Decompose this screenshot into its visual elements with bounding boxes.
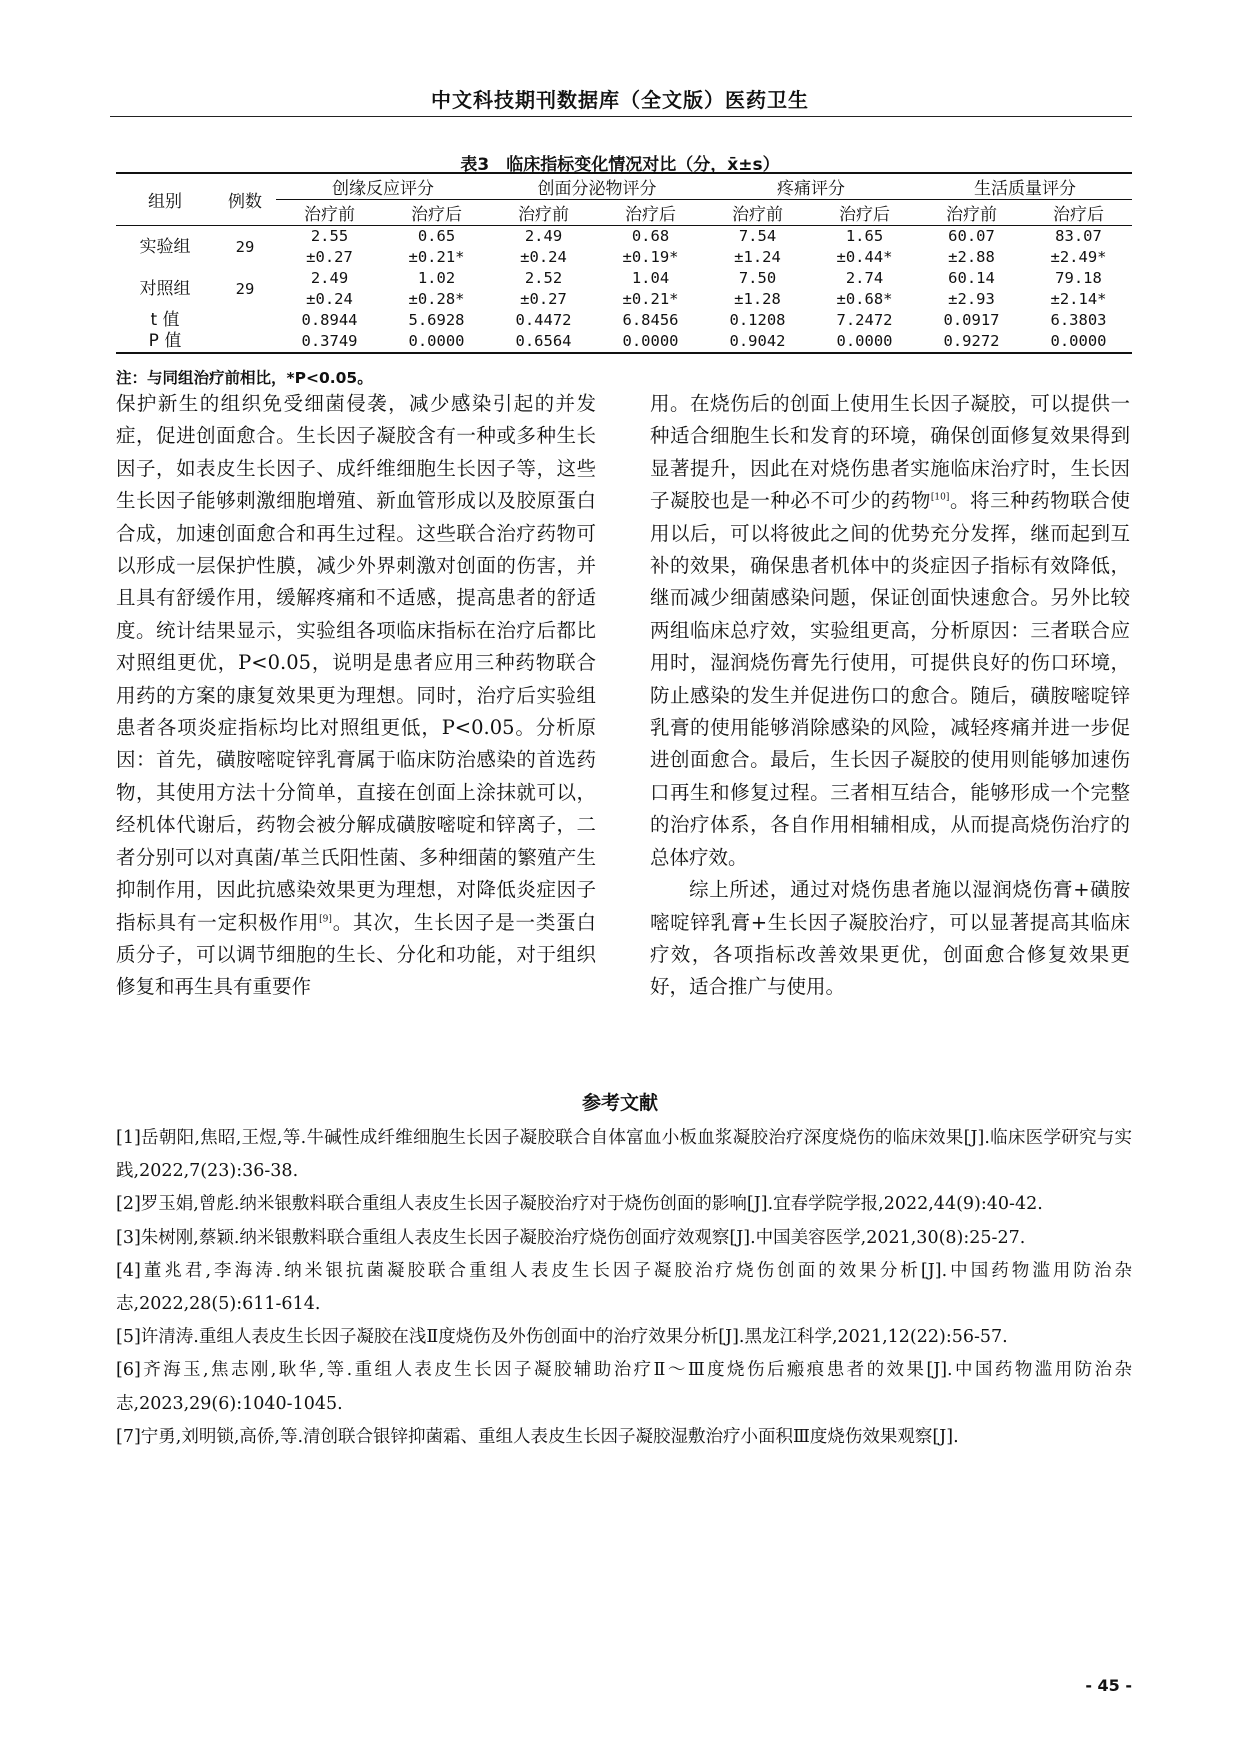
- table-cell: ±0.21*: [408, 248, 465, 266]
- table-cell: 0.68: [631, 227, 670, 245]
- body-column-right: [650, 388, 1130, 1004]
- row-label-control: 对照组: [139, 278, 191, 299]
- table-cell: 6.8456: [622, 311, 679, 329]
- table-row-control-mean: [116, 268, 1132, 289]
- subheader-before: 治疗前: [946, 205, 997, 225]
- table-cell: 2.49: [310, 269, 349, 287]
- subheader-after: 治疗后: [1053, 205, 1104, 225]
- table-cell: 7.2472: [836, 311, 893, 329]
- column-header-wound-edge: 创缘反应评分: [276, 173, 490, 200]
- table-cell: 0.0000: [1050, 332, 1107, 350]
- body-paragraph: [650, 388, 1130, 874]
- table-cell: ±0.24: [306, 290, 353, 308]
- table-cell: 60.14: [948, 269, 995, 287]
- reference-item: [6]齐海玉,焦志刚,耿华,等.重组人表皮生长因子凝胶辅助治疗Ⅱ～Ⅲ度烧伤后瘢痕患者的效果[J].中国药物滥用防治杂志,2023,29(6):1040-1045.: [116, 1360, 1132, 1414]
- reference-item: [3]朱树刚,蔡颖.纳米银敷料联合重组人表皮生长因子凝胶治疗烧伤创面疗效观察[J].中国美容医学,2021,30(8):25-27.: [116, 1227, 1026, 1248]
- table-cell: 1.02: [417, 269, 456, 287]
- body-text: 用。在烧伤后的创面上使用生长因子凝胶，可以提供一种适合细胞生长和发育的环境，确保创面修复效果得到显著提升，因此在对烧伤患者实施临床治疗时，生长因子凝胶也是一种必不可少的药物: [650, 392, 1130, 513]
- table-cell: 83.07: [1055, 227, 1102, 245]
- column-header-count: 例数: [214, 173, 276, 226]
- table-cell-empty: [214, 310, 276, 331]
- table-cell: 0.6564: [515, 332, 572, 350]
- table-cell: ±2.88: [948, 248, 995, 266]
- row-label-p: P 值: [148, 331, 182, 351]
- column-header-quality-of-life: 生活质量评分: [918, 173, 1132, 200]
- subheader-after: 治疗后: [411, 205, 462, 225]
- subheader-after: 治疗后: [625, 205, 676, 225]
- table-cell: 0.9272: [943, 332, 1000, 350]
- table-cell: 1.65: [845, 227, 884, 245]
- references-list: [116, 1122, 1132, 1454]
- reference-item: [1]岳朝阳,焦昭,王煜,等.牛碱性成纤维细胞生长因子凝胶联合自体富血小板血浆凝胶治疗深度烧伤的临床效果[J].临床医学研究与实践,2022,7(23):36-38.: [116, 1128, 1132, 1182]
- journal-header: 中文科技期刊数据库（全文版）医药卫生: [431, 88, 809, 112]
- reference-item: [5]许清涛.重组人表皮生长因子凝胶在浅Ⅱ度烧伤及外伤创面中的治疗效果分析[J].黑龙江科学,2021,12(22):56-57.: [116, 1327, 1008, 1348]
- conclusion-paragraph: 综上所述，通过对烧伤患者施以湿润烧伤膏+磺胺嘧啶锌乳膏+生长因子凝胶治疗，可以显著提高其临床疗效，各项指标改善效果更优，创面愈合修复效果更好，适合推广与使用。: [650, 878, 1130, 999]
- body-text: 。将三种药物联合使用以后，可以将彼此之间的优势充分发挥，继而起到互补的效果，确保患者机体中的炎症因子指标有效降低，继而减少细菌感染问题，保证创面快速愈合。另外比较两组临床总疗效，实验组更高，分析原因：三者联合应用时，湿润烧伤膏先行使用，可提供良好的伤口环境，防止感染的发生并促进伤口的愈合。随后，磺胺嘧啶锌乳膏的使用能够消除感染的风险，减轻疼痛并进一步促进创面愈合。最后，生长因子凝胶的使用则能够加速伤口再生和修复过程。三者相互结合，能够形成一个完整的治疗体系，各自作用相辅相成，从而提高烧伤治疗的总体疗效。: [650, 489, 1130, 869]
- column-header-pain: 疼痛评分: [704, 173, 918, 200]
- subheader-before: 治疗前: [732, 205, 783, 225]
- table-cell: 0.0000: [408, 332, 465, 350]
- table-cell: ±0.28*: [408, 290, 465, 308]
- table-cell: 79.18: [1055, 269, 1102, 287]
- table-cell: 0.3749: [301, 332, 358, 350]
- subheader-before: 治疗前: [304, 205, 355, 225]
- table-cell: ±0.68*: [836, 290, 893, 308]
- reference-item: [7]宁勇,刘明锁,高侨,等.清创联合银锌抑菌霜、重组人表皮生长因子凝胶湿敷治疗小面积Ⅲ度烧伤效果观察[J].: [116, 1426, 959, 1447]
- table-cell: 2.74: [845, 269, 884, 287]
- table-row-experimental-mean: [116, 226, 1132, 248]
- table-cell: 0.9042: [729, 332, 786, 350]
- references-heading: 参考文献: [581, 1092, 658, 1114]
- table-cell: 1.04: [631, 269, 670, 287]
- subheader-before: 治疗前: [518, 205, 569, 225]
- table-row-t-value: [116, 310, 1132, 331]
- table-cell: 60.07: [948, 227, 995, 245]
- table-cell: ±0.24: [520, 248, 567, 266]
- table-cell: ±2.93: [948, 290, 995, 308]
- page-number: - 45 -: [1085, 1676, 1132, 1695]
- table-cell: ±0.27: [520, 290, 567, 308]
- table-cell: ±2.49*: [1050, 248, 1107, 266]
- reference-item: [4]董兆君,李海涛.纳米银抗菌凝胶联合重组人表皮生长因子凝胶治疗烧伤创面的效果分析[J].中国药物滥用防治杂志,2022,28(5):611-614.: [116, 1260, 1132, 1315]
- table-cell: 0.4472: [515, 311, 572, 329]
- table-cell: ±2.14*: [1050, 290, 1107, 308]
- table-cell: 0.8944: [301, 311, 358, 329]
- citation-9: [9]: [319, 914, 332, 924]
- table-cell: ±0.19*: [622, 248, 679, 266]
- table-cell: 7.54: [738, 227, 777, 245]
- header-rule: [110, 116, 1132, 117]
- column-header-secretion: 创面分泌物评分: [490, 173, 704, 200]
- reference-item: [2]罗玉娟,曾彪.纳米银敷料联合重组人表皮生长因子凝胶治疗对于烧伤创面的影响[J].宜春学院学报,2022,44(9):40-42.: [116, 1194, 1043, 1215]
- table-cell: ±1.24: [734, 248, 781, 266]
- body-column-left: [116, 388, 596, 1004]
- table-note: 注：与同组治疗前相比，*P<0.05。: [116, 369, 373, 387]
- table-cell: 2.49: [524, 227, 563, 245]
- table-cell-empty: [214, 331, 276, 353]
- body-paragraph: [116, 388, 596, 1004]
- table-caption: 表3 临床指标变化情况对比（分，x̄±s）: [460, 155, 780, 175]
- table-cell: 0.0917: [943, 311, 1000, 329]
- table-cell: 2.55: [310, 227, 349, 245]
- subheader-after: 治疗后: [839, 205, 890, 225]
- table-cell: ±1.28: [734, 290, 781, 308]
- body-text: 。其次，生长因子是一类蛋白质分子，可以调节细胞的生长、分化和功能，对于组织修复和再生具有重要作: [116, 910, 596, 999]
- table-cell: ±0.44*: [836, 248, 893, 266]
- table-cell: 0.65: [417, 227, 456, 245]
- row-count-experimental: 29: [235, 237, 255, 256]
- column-header-group: 组别: [116, 173, 214, 226]
- table-cell: 2.52: [524, 269, 563, 287]
- table-cell: 5.6928: [408, 311, 465, 329]
- table-row-p-value: [116, 331, 1132, 353]
- row-label-t: t 值: [150, 310, 180, 330]
- table-cell: ±0.21*: [622, 290, 679, 308]
- table-cell: ±0.27: [306, 248, 353, 266]
- table-cell: 0.0000: [622, 332, 679, 350]
- table-cell: 0.1208: [729, 311, 786, 329]
- table-header-row: [116, 173, 1132, 200]
- clinical-indicators-table: [116, 172, 1132, 354]
- citation-10: [10]: [930, 492, 950, 503]
- row-count-control: 29: [235, 279, 255, 298]
- body-text: 保护新生的组织免受细菌侵袭，减少感染引起的并发症，促进创面愈合。生长因子凝胶含有一种或多种生长因子，如表皮生长因子、成纤维细胞生长因子等，这些生长因子能够刺激细胞增殖、新血管形成以及胶原蛋白合成，加速创面愈合和再生过程。这些联合治疗药物可以形成一层保护性膜，减少外界刺激对创面的伤害，并且具有舒缓作用，缓解疼痛和不适感，提高患者的舒适度。统计结果显示，实验组各项临床指标在治疗后都比对照组更优，P<0.05，说明是患者应用三种药物联合用药的方案的康复效果更为理想。同时，治疗后实验组患者各项炎症指标均比对照组更低，P<0.05。分析原因：首先，磺胺嘧啶锌乳膏属于临床防治感染的首选药物，其使用方法十分简单，直接在创面上涂抹就可以，经机体代谢后，药物会被分解成磺胺嘧啶和锌离子，二者分别可以对真菌/革兰氏阳性菌、多种细菌的繁殖产生抑制作用，因此抗感染效果更为理想，对降低炎症因子指标具有一定积极作用: [116, 392, 596, 934]
- table-cell: 0.0000: [836, 332, 893, 350]
- row-label-experimental: 实验组: [139, 236, 191, 257]
- table-cell: 7.50: [738, 269, 777, 287]
- table-cell: 6.3803: [1050, 311, 1107, 329]
